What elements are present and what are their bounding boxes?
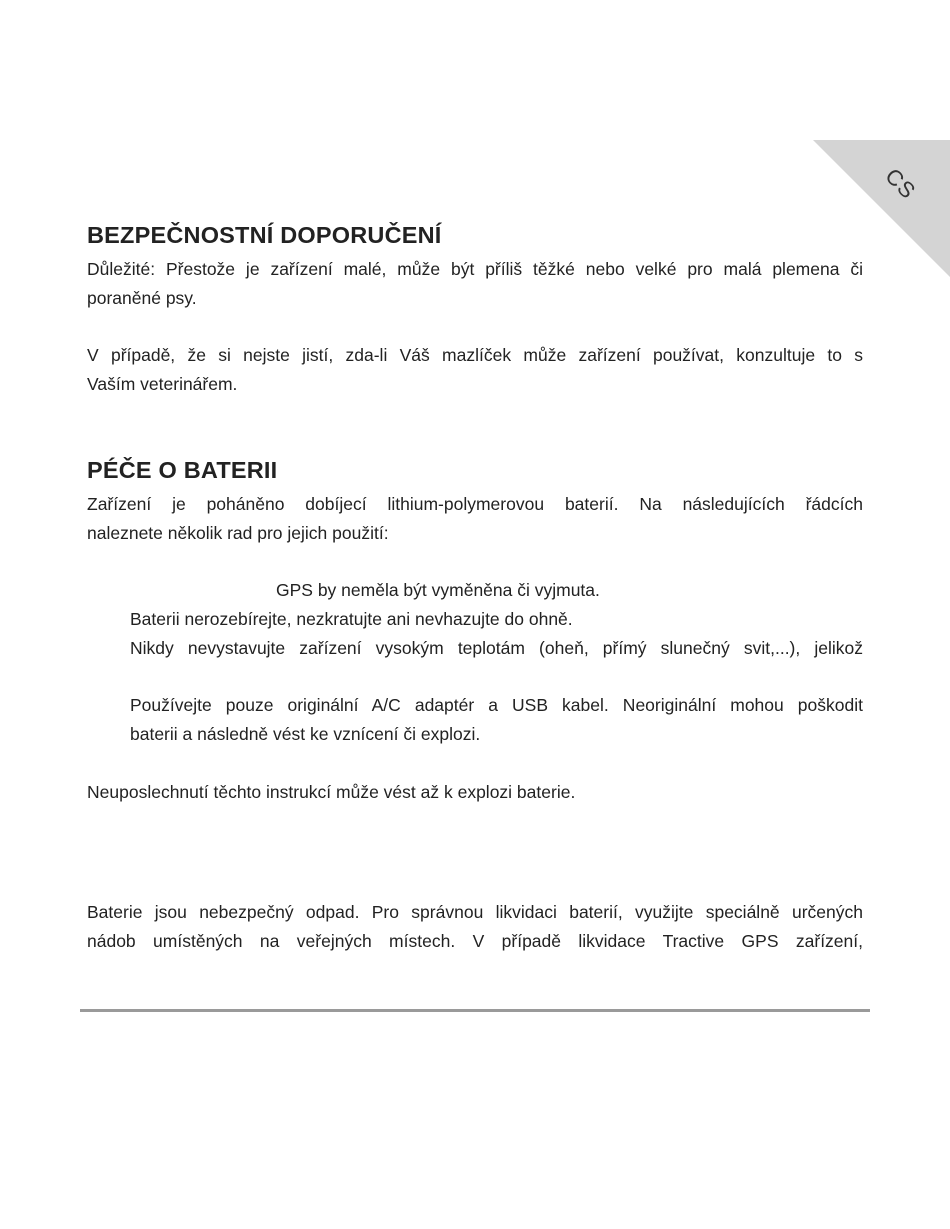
- safety-paragraph-2-line-2: Vaším veterinářem.: [87, 374, 238, 394]
- disposal-line-2: nádob umístěných na veřejných místech. V případě likvidace Tractive GPS zařízení,: [87, 931, 863, 951]
- battery-item-adapter-line-2: baterii a následně vést ke vznícení či explozi.: [130, 724, 481, 744]
- battery-item-adapter: [130, 691, 863, 749]
- footer-divider: [80, 1009, 870, 1012]
- language-code: CS: [880, 163, 921, 204]
- battery-heading: PÉČE O BATERII: [87, 457, 278, 483]
- battery-intro-line-1: Zařízení je poháněno dobíjecí lithium-polymerovou baterií. Na následujících řádcích: [87, 494, 863, 514]
- battery-item-disassemble: Baterii nerozebírejte, nezkratujte ani nevhazujte do ohně.: [130, 609, 573, 629]
- disposal-line-1: Baterie jsou nebezpečný odpad. Pro správnou likvidaci baterií, využijte speciálně určených: [87, 902, 863, 922]
- battery-warning: Neuposlechnutí těchto instrukcí může vést až k explozi baterie.: [87, 782, 576, 802]
- safety-paragraph-1-line-1: Důležité: Přestože je zařízení malé, může být příliš těžké nebo velké pro malá plemena či: [87, 259, 863, 279]
- battery-item-heat: [130, 634, 863, 663]
- disposal-paragraph: [87, 898, 863, 956]
- safety-paragraph-1: [87, 255, 863, 313]
- battery-item-gps: GPS by neměla být vyměněna či vyjmuta.: [276, 580, 600, 600]
- battery-intro-line-2: naleznete několik rad pro jejich použití:: [87, 523, 389, 543]
- battery-item-heat-line: Nikdy nevystavujte zařízení vysokým teplotám (oheň, přímý slunečný svit,...), jelikož: [130, 638, 863, 658]
- battery-intro: [87, 490, 863, 548]
- safety-paragraph-2-line-1: V případě, že si nejste jistí, zda-li Váš mazlíček může zařízení používat, konzultuje to s: [87, 345, 863, 365]
- safety-paragraph-1-line-2: poraněné psy.: [87, 288, 197, 308]
- battery-item-adapter-line-1: Používejte pouze originální A/C adaptér a USB kabel. Neoriginální mohou poškodit: [130, 695, 863, 715]
- safety-heading: BEZPEČNOSTNÍ DOPORUČENÍ: [87, 222, 442, 248]
- safety-paragraph-2: [87, 341, 863, 399]
